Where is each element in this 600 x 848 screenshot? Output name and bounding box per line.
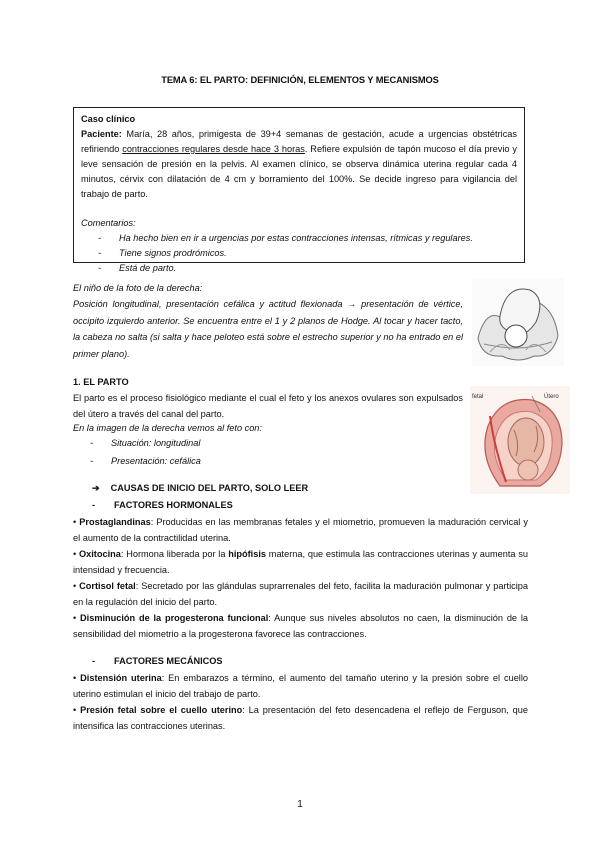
photo-note-text: Posición longitudinal, presentación cefálica y actitud flexionada → presentación de vértice, occipito izquierdo anterior. Se encuentra entre el 1 y 2 planos de Hodge. Al tocar y hacer tacto, la cabeza no salta (si salta y hace peloteo está sobre el estrecho superior y no ha entrado en el primer plano). (73, 299, 463, 359)
comment-item: - Está de parto. (81, 261, 517, 276)
description: : Hormona liberada por la (120, 549, 229, 559)
bullet-icon: • (73, 705, 77, 715)
section1-image-intro: En la imagen de la derecha vemos al feto con: (73, 423, 262, 433)
list-item: - Presentación: cefálica (73, 454, 463, 469)
causes-heading (92, 481, 308, 496)
term: Disminución de la progesterona funcional (80, 613, 269, 623)
section1-definition: El parto es el proceso fisiológico mediante el cual el feto y los anexos ovulares son expulsados del útero a través del canal del parto. (73, 393, 463, 419)
mechanical-heading (92, 654, 223, 669)
page-number: 1 (297, 799, 303, 810)
patient-text-1: María, 28 años, primigesta de 39+4 semanas de gestación, acude a urgencias obstétricas refiriendo (81, 129, 517, 154)
comments-label: Comentarios: (81, 218, 136, 228)
description: : Secretado por las glándulas suprarrenales del feto, facilita la maduración pulmonar y participa en la regulación del inicio del parto. (73, 581, 529, 608)
hormonal-item-prostaglandinas (73, 514, 528, 546)
term: hipófisis (228, 549, 267, 559)
fetal-label: fetal (472, 394, 484, 400)
mechanical-item-presion (73, 702, 528, 734)
page-title: TEMA 6: EL PARTO: DEFINICIÓN, ELEMENTOS Y MECANISMOS (161, 75, 439, 85)
term: Oxitocina (79, 549, 121, 559)
list-item: - Situación: longitudinal (73, 436, 463, 451)
description: materna, que estimula las contracciones uterinas y aumenta su intensidad y frecuencia. (73, 549, 528, 576)
case-heading: Caso clínico (81, 114, 136, 124)
section1-image-list (73, 436, 463, 469)
hormonal-item-oxitocina (73, 546, 528, 578)
bullet-icon: • (73, 673, 77, 683)
term: Presión fetal sobre el cuello uterino (80, 705, 243, 715)
bullet-icon: • (73, 517, 77, 527)
hormonal-item-progesterona (73, 610, 528, 642)
description: : Aunque sus niveles absolutos no caen, la disminución de la sensibilidad del miometrio a la progesterona favorece las contracciones. (73, 613, 528, 640)
bullet-icon: • (73, 581, 77, 591)
description: : Producidas en las membranas fetales y el miometrio, promueven la maduración cervical y el aumento de la contractilidad uterina. (73, 517, 528, 544)
clinical-case-box (73, 107, 525, 273)
section1-heading: 1. EL PARTO (73, 377, 129, 387)
comment-item: - Ha hecho bien en ir a urgencias por estas contracciones intensas, rítmicas y regulares. (81, 231, 517, 246)
causes-heading-text: CAUSAS DE INICIO DEL PARTO, SOLO LEER (110, 483, 309, 493)
case-patient-paragraph (81, 127, 517, 202)
photo-note-heading: El niño de la foto de la derecha: (73, 283, 203, 293)
comment-item: - Tiene signos prodrómicos. (81, 246, 517, 261)
pelvis-fetus-sketch (472, 278, 564, 366)
hormonal-heading-text: FACTORES HORMONALES (114, 500, 233, 510)
dash-marker: - (92, 500, 96, 510)
patient-text-2: . Refiere expulsión de tapón mucoso el día previo y leve sensación de presión en la pelvis. Al examen clínico, se observa dinámica uterina regular cada 4 minutos, cérvix con dilatación de 4 cm y borramiento del 100%. Se decide ingreso para vigilancia del trabajo de parto. (81, 144, 517, 199)
hormonal-item-cortisol (73, 578, 528, 610)
mechanical-heading-text: FACTORES MECÁNICOS (114, 656, 223, 666)
patient-underlined: contracciones regulares desde hace 3 horas (122, 144, 305, 154)
comments-list (81, 231, 517, 276)
hormonal-heading (92, 498, 233, 513)
uterus-label: Útero (544, 394, 559, 400)
term: Cortisol fetal (79, 581, 136, 591)
bullet-icon: • (73, 613, 77, 623)
arrow-icon: ➔ (92, 483, 100, 493)
term: Prostaglandinas (79, 517, 151, 527)
term: Distensión uterina (80, 673, 162, 683)
mechanical-item-distension (73, 670, 528, 702)
bullet-icon: • (73, 549, 77, 559)
patient-label: Paciente: (81, 129, 122, 139)
dash-marker: - (92, 656, 96, 666)
uterus-fetus-figure (470, 386, 570, 494)
description: : La presentación del feto desencadena el reflejo de Ferguson, que intensifica las contracciones uterinas. (73, 705, 528, 732)
description: : En embarazos a término, el aumento del tamaño uterino y la presión sobre el cuello uterino estimulan el inicio del trabajo de parto. (73, 673, 528, 700)
